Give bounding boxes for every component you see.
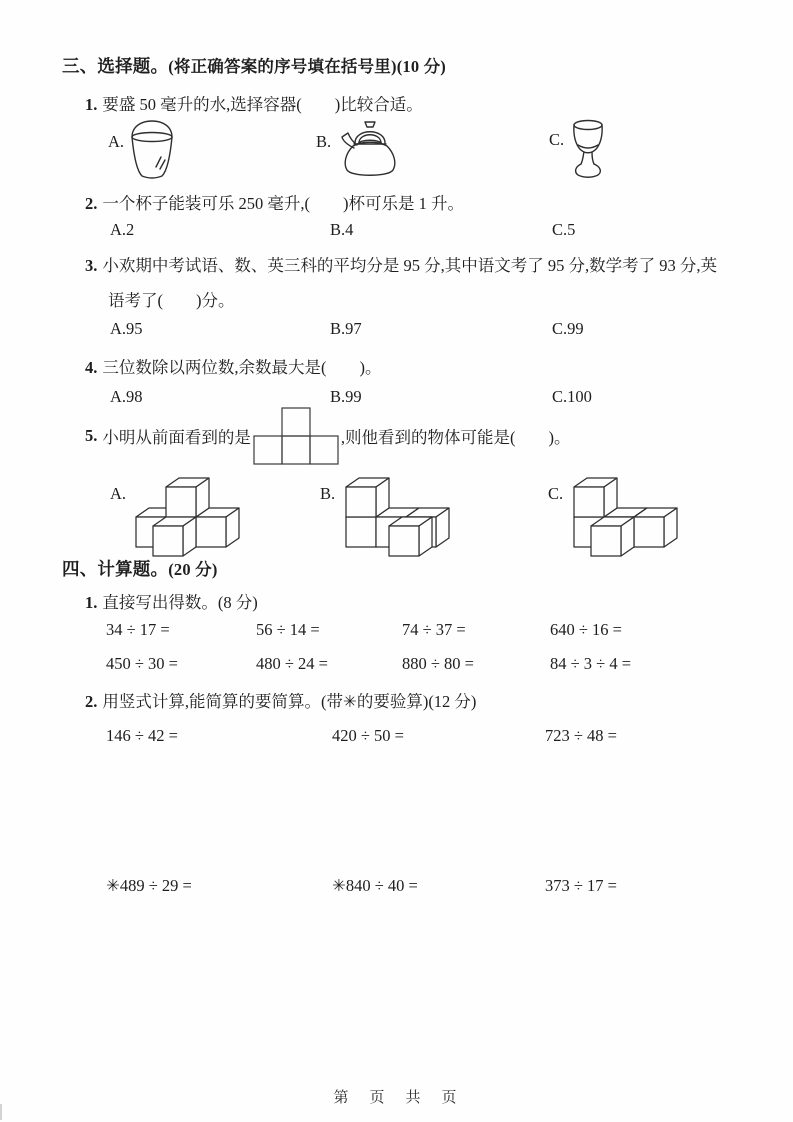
goblet-icon (568, 118, 608, 184)
question-3-options (0, 319, 793, 345)
cube-arrangement-c-figure (566, 476, 681, 562)
option-b: B.97 (330, 319, 362, 338)
question-3-number: 3. (85, 256, 98, 275)
option-b: B.4 (330, 220, 354, 239)
calc-q1-text: 直接写出得数。 (102, 593, 218, 612)
section3-heading (62, 53, 446, 78)
section4-heading (62, 556, 218, 581)
mental-math-row-1 (0, 620, 793, 646)
problem: 84 ÷ 3 ÷ 4 = (550, 654, 632, 673)
option-c: C.100 (552, 387, 592, 406)
bucket-icon (127, 118, 177, 182)
problem: 723 ÷ 48 = (545, 726, 617, 745)
problem: 450 ÷ 30 = (106, 654, 178, 673)
problem: 880 ÷ 80 = (402, 654, 474, 673)
question-2 (85, 190, 464, 214)
choice-a-label: A. (108, 132, 125, 151)
question-2-options (0, 220, 793, 246)
front-view-t-shape-figure (253, 407, 339, 465)
mental-math-row-2 (0, 654, 793, 680)
calc-q1-number: 1. (85, 593, 98, 612)
question-3-line1 (85, 252, 717, 276)
kettle-icon (338, 118, 402, 182)
question-4-text: 三位数除以两位数,余数最大是( )。 (102, 358, 382, 377)
question-1-number: 1. (85, 95, 98, 114)
question-3-text-line1: 小欢期中考试语、数、英三科的平均分是 95 分,其中语文考了 95 分,数学考了 93 分,英 (102, 256, 717, 275)
scan-edge-artifact (0, 1104, 2, 1120)
question-4-number: 4. (85, 358, 98, 377)
calc-q2-text: 用竖式计算,能简算的要简算。 (102, 692, 321, 711)
problem: 640 ÷ 16 = (550, 620, 622, 639)
vertical-calc-row-2 (0, 876, 793, 902)
page-footer: 第 页 共 页 (333, 1090, 460, 1106)
choice-c-label: C. (548, 484, 564, 503)
option-a: A.98 (110, 387, 143, 406)
question-3-line2 (108, 287, 235, 311)
calc-q2-title (85, 688, 476, 712)
option-a: A.2 (110, 220, 135, 239)
question-2-number: 2. (85, 194, 98, 213)
question-5 (85, 406, 571, 466)
section4-heading-title: 四、计算题。 (62, 559, 169, 579)
calc-q2-number: 2. (85, 692, 98, 711)
question-1-choices (0, 116, 793, 188)
cube-arrangement-b-figure (338, 476, 453, 562)
question-5-number: 5. (85, 426, 98, 445)
section3-heading-title: 三、选择题。 (62, 56, 169, 76)
problem: ✳840 ÷ 40 = (332, 876, 418, 895)
question-4 (85, 354, 382, 378)
question-2-text: 一个杯子能装可乐 250 毫升,( )杯可乐是 1 升。 (102, 194, 464, 213)
calc-q1-title (85, 589, 258, 613)
option-c: C.99 (552, 319, 584, 338)
calc-q2-note: (带✳的要验算)(12 分) (321, 692, 477, 711)
option-a: A.95 (110, 319, 143, 338)
choice-b-label: B. (316, 132, 332, 151)
problem: 480 ÷ 24 = (256, 654, 328, 673)
question-5-prefix: 小明从前面看到的是 (102, 428, 251, 447)
question-5-suffix: ,则他看到的物体可能是( )。 (340, 428, 571, 447)
problem: 74 ÷ 37 = (402, 620, 466, 639)
option-c: C.5 (552, 220, 576, 239)
problem: ✳489 ÷ 29 = (106, 876, 192, 895)
choice-a-label: A. (110, 484, 127, 503)
problem: 146 ÷ 42 = (106, 726, 178, 745)
choice-b-label: B. (320, 484, 336, 503)
option-b: B.99 (330, 387, 362, 406)
cube-arrangement-a-figure (128, 476, 243, 562)
problem: 373 ÷ 17 = (545, 876, 617, 895)
choice-c-label: C. (549, 130, 565, 149)
section4-heading-note: (20 分) (168, 560, 218, 579)
problem: 34 ÷ 17 = (106, 620, 170, 639)
question-3-text-line2: 语考了( )分。 (108, 291, 235, 310)
question-1-text: 要盛 50 毫升的水,选择容器( )比较合适。 (102, 95, 423, 114)
vertical-calc-row-1 (0, 726, 793, 752)
question-1 (85, 91, 423, 115)
question-5-choices (0, 476, 793, 568)
problem: 56 ÷ 14 = (256, 620, 320, 639)
section3-heading-note: (将正确答案的序号填在括号里)(10 分) (168, 57, 447, 76)
problem: 420 ÷ 50 = (332, 726, 404, 745)
calc-q1-note: (8 分) (217, 593, 258, 612)
